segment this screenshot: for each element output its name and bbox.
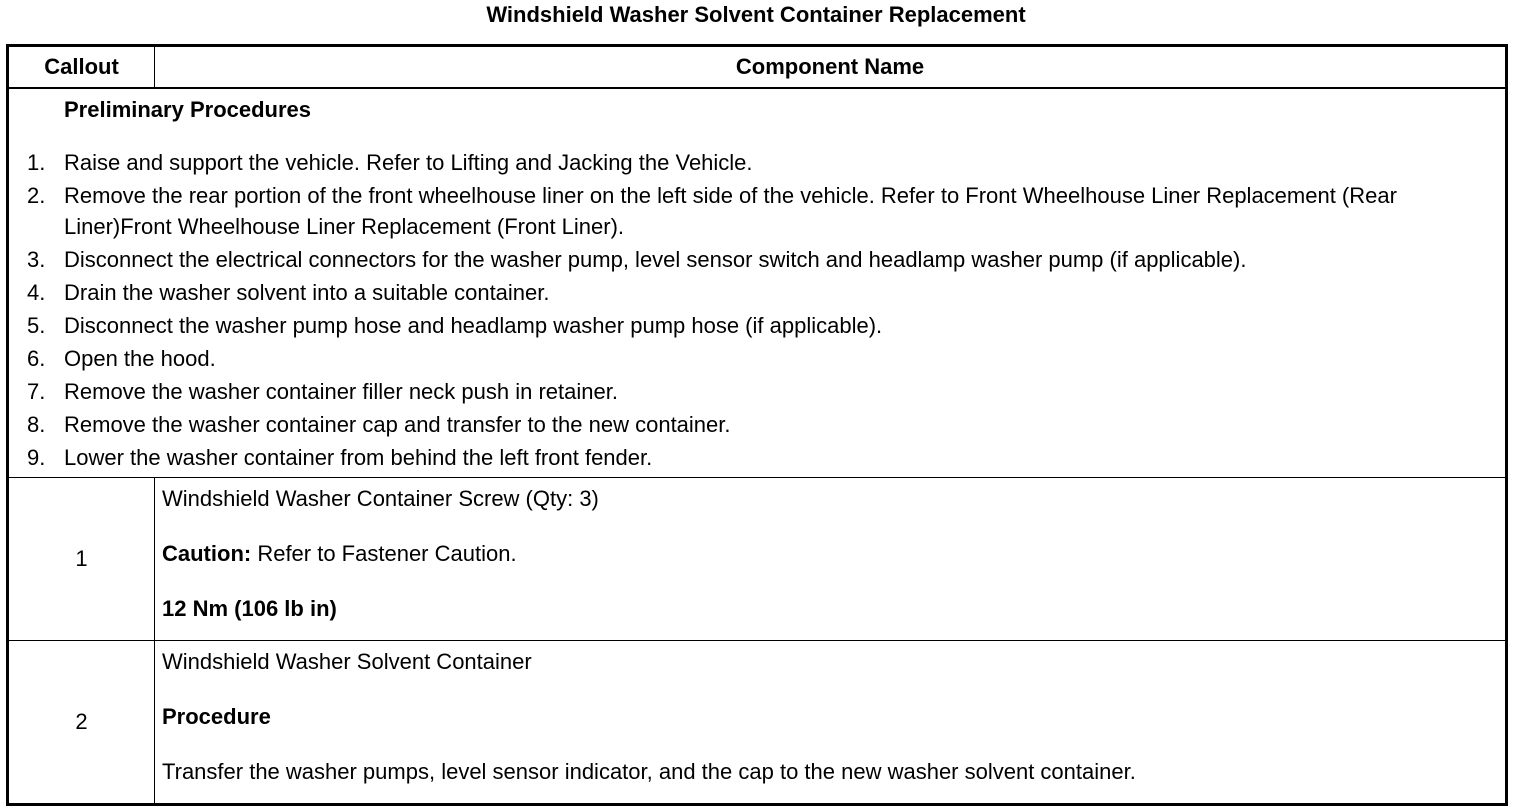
component-detail [155,478,1507,641]
callout-number: 1 [8,478,155,641]
torque-spec: 12 Nm (106 lb in) [162,596,337,621]
component-name: Windshield Washer Solvent Container [162,649,532,674]
step-text: Open the hood. [64,346,216,371]
step-text: Remove the washer container cap and transfer to the new container. [64,412,731,437]
list-item [9,442,1505,473]
preliminary-procedures [8,88,1507,478]
caution-text: Refer to Fastener Caution. [251,541,517,566]
header-component-name: Component Name [155,46,1507,89]
procedure-text: Transfer the washer pumps, level sensor indicator, and the cap to the new washer solvent container. [162,759,1136,784]
component-name: Windshield Washer Container Screw (Qty: 3) [162,486,599,511]
step-number: 6. [27,346,46,371]
list-item [9,310,1505,341]
table-row [8,641,1507,805]
table-row [8,478,1507,641]
step-number: 5. [27,313,46,338]
step-text: Lower the washer container from behind the left front fender. [64,445,653,470]
step-number: 9. [27,445,46,470]
preliminary-row [8,88,1507,478]
list-item [9,180,1505,242]
caution-label: Caution: [162,541,252,566]
callout-number: 2 [8,641,155,805]
step-text: Disconnect the electrical connectors for the washer pump, level sensor switch and headlamp washer pump (if applicable). [64,247,1247,272]
step-text: Remove the washer container filler neck push in retainer. [64,379,618,404]
step-text: Disconnect the washer pump hose and headlamp washer pump hose (if applicable). [64,313,883,338]
step-number: 2. [27,183,46,208]
preliminary-heading: Preliminary Procedures [64,97,312,122]
step-text: Raise and support the vehicle. Refer to Lifting and Jacking the Vehicle. [64,150,753,175]
step-number: 4. [27,280,46,305]
list-item [9,244,1505,275]
procedure-table [6,44,1508,806]
component-detail [155,641,1507,805]
list-item [9,409,1505,440]
list-item [9,343,1505,374]
step-number: 7. [27,379,46,404]
step-number: 1. [27,150,46,175]
procedure-label: Procedure [162,704,271,729]
list-item [9,277,1505,308]
step-number: 8. [27,412,46,437]
step-text: Drain the washer solvent into a suitable container. [64,280,550,305]
page-title: Windshield Washer Solvent Container Replacement [486,2,1026,27]
step-number: 3. [27,247,46,272]
list-item [9,147,1505,178]
step-text: Remove the rear portion of the front wheelhouse liner on the left side of the vehicle. Refer to Front Wheelhouse Liner Replacement (Rear Liner)Front Wheelhouse Liner Replacement (Front Liner). [64,183,1397,239]
caution-note [162,539,1499,569]
header-callout: Callout [8,46,155,89]
table-header-row [8,46,1507,89]
preliminary-steps-list [9,147,1505,473]
list-item [9,376,1505,407]
